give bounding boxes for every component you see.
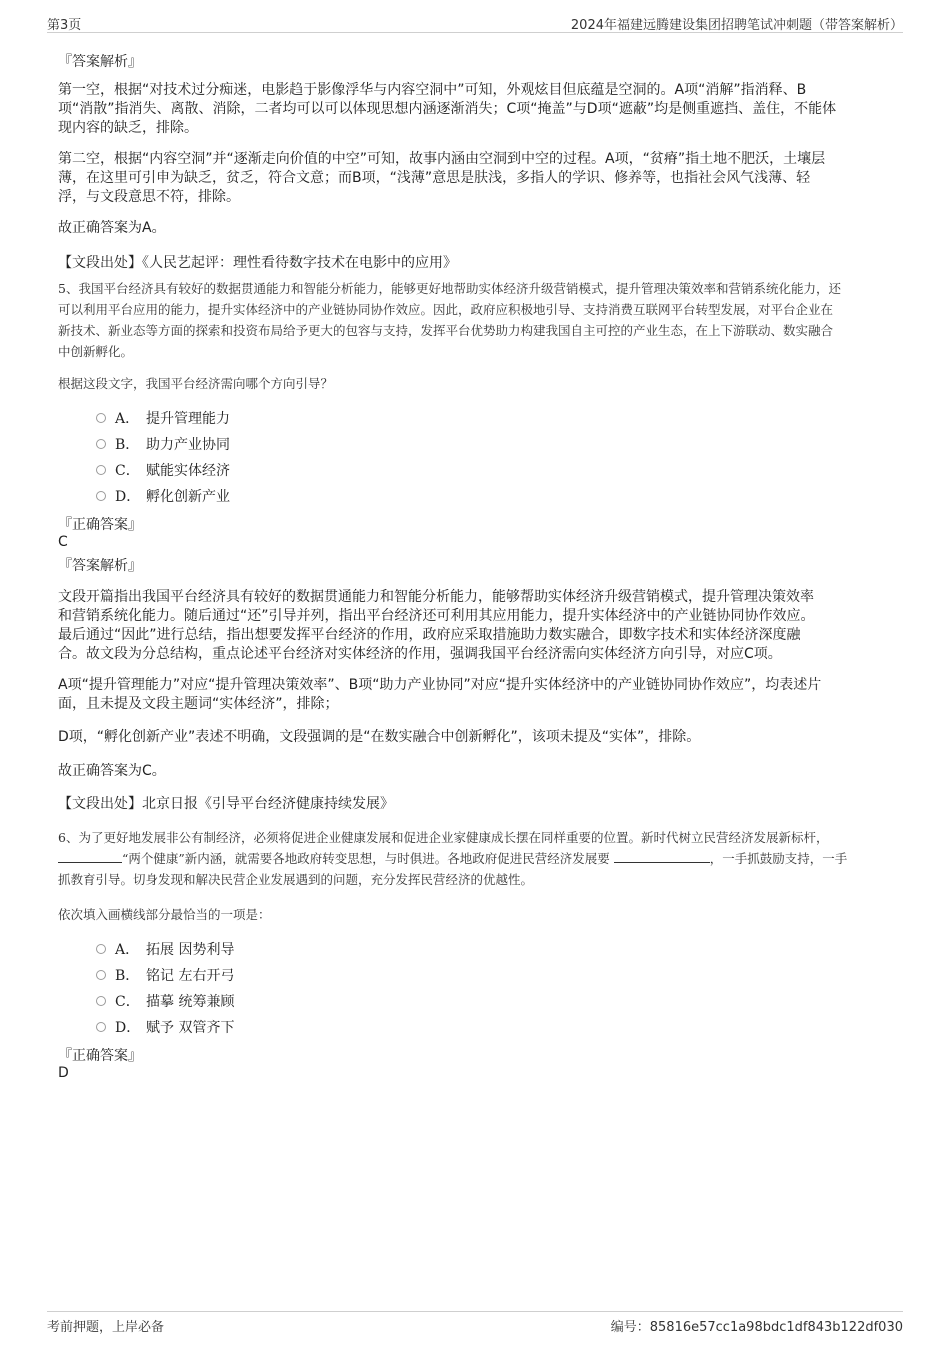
document-title: 2024年福建远腾建设集团招聘笔试冲刺题（带答案解析）	[570, 18, 903, 33]
q5-source-citation: 【文段出处】北京日报《引导平台经济健康持续发展》	[58, 796, 394, 812]
q5-option-b[interactable]	[96, 434, 230, 454]
analysis-paragraph-2	[58, 150, 825, 207]
option-letter: C．	[115, 463, 140, 479]
radio-icon[interactable]	[96, 413, 106, 423]
q6-option-d[interactable]	[96, 1017, 234, 1037]
text-line: 浮，与文段意思不符，排除。	[58, 189, 240, 205]
radio-icon[interactable]	[96, 465, 106, 475]
radio-icon[interactable]	[96, 996, 106, 1006]
text-line: 和营销系统化能力。随后通过“还”引导并列，指出平台经济还可利用其应用能力，提升实体经济中的产业链协同协作效应。	[58, 608, 815, 624]
option-letter: D．	[115, 1020, 141, 1036]
text-line: 现内容的缺乏，排除。	[58, 120, 198, 136]
q5-option-d[interactable]	[96, 486, 230, 506]
q6-option-a[interactable]	[96, 939, 234, 959]
q5-analysis-paragraph-1	[58, 588, 815, 664]
q5-option-c[interactable]	[96, 460, 230, 480]
text-line: A项“提升管理能力”对应“提升管理决策效率”、B项“助力产业协同”对应“提升实体经济中的产业链协同协作效应”，均表述片	[58, 677, 822, 693]
radio-icon[interactable]	[96, 1022, 106, 1032]
text-line: 面，且未提及文段主题词“实体经济”，排除；	[58, 696, 339, 712]
q5-analysis-paragraph-2	[58, 676, 821, 714]
radio-icon[interactable]	[96, 970, 106, 980]
option-text: 赋予 双管齐下	[146, 1020, 235, 1036]
analysis-heading: 『答案解析』	[58, 54, 142, 70]
option-letter: D．	[115, 489, 141, 505]
q5-analysis-paragraph-3: D项，“孵化创新产业”表述不明确，文段强调的是“在数实融合中创新孵化”，该项未提及“实体”，排除。	[58, 729, 701, 745]
text-segment: ，一手抓鼓励支持，一手	[709, 851, 848, 866]
option-letter: A．	[115, 942, 140, 958]
text-line: 第一空，根据“对技术过分痴迷，电影趋于影像浮华与内容空洞中”可知，外观炫目但底蕴是空洞的。A项“消解”指消释、B	[58, 82, 807, 98]
option-text: 铭记 左右开弓	[146, 968, 235, 984]
question-5-prompt: 根据这段文字，我国平台经济需向哪个方向引导？	[58, 376, 334, 391]
option-text: 拓展 因势利导	[146, 942, 235, 958]
page-number: 第3页	[47, 18, 82, 33]
correct-answer-heading: 『正确答案』	[58, 1048, 142, 1064]
option-letter: A．	[115, 411, 140, 427]
radio-icon[interactable]	[96, 944, 106, 954]
option-letter: B．	[115, 437, 140, 453]
text-line: 最后通过“因此”进行总结，指出想要发挥平台经济的作用，政府应采取措施助力数实融合，即数字技术和实体经济深度融	[58, 627, 801, 643]
correct-answer-heading: 『正确答案』	[58, 517, 142, 533]
text-segment: “两个健康”新内涵，就需要各地政府转变思想，与时俱进。各地政府促进民营经济发展要	[122, 851, 610, 866]
text-line: 新技术、新业态等方面的探索和投资布局给予更大的包容与支持，发挥平台优势助力构建我国自主可控的产业生态，在上下游联动、数实融合	[58, 323, 834, 338]
question-5-stem	[58, 278, 841, 362]
analysis-paragraph-1	[58, 81, 836, 138]
analysis-heading: 『答案解析』	[58, 558, 142, 574]
document-id: 编号：85816e57cc1a98bdc1df843b122df030	[610, 1320, 903, 1335]
page-header	[47, 12, 903, 33]
text-line: 项“消散”指消失、离散、消除，二者均可以可以体现思想内涵逐渐消失；C项“掩盖”与D项“遮蔽”均是侧重遮挡、盖住，不能体	[58, 101, 837, 117]
radio-icon[interactable]	[96, 439, 106, 449]
text-line: 合。故文段为分总结构，重点论述平台经济对实体经济的作用，强调我国平台经济需向实体经济方向引导，对应C项。	[58, 646, 782, 662]
option-text: 描摹 统筹兼顾	[146, 994, 235, 1010]
text-line: 中创新孵化。	[58, 344, 134, 359]
text-line-with-blanks	[58, 848, 847, 869]
source-citation: 【文段出处】《人民艺起评：理性看待数字技术在电影中的应用》	[58, 255, 457, 271]
radio-icon[interactable]	[96, 491, 106, 501]
text-line: 6、为了更好地发展非公有制经济，必须将促进企业健康发展和促进企业家健康成长摆在同样重要的位置。新时代树立民营经济发展新标杆，	[58, 830, 829, 845]
correct-answer: C	[58, 534, 68, 550]
q6-option-b[interactable]	[96, 965, 234, 985]
option-letter: C．	[115, 994, 140, 1010]
question-6-stem	[58, 827, 847, 890]
footer-slogan: 考前押题，上岸必备	[47, 1320, 165, 1335]
analysis-conclusion: 故正确答案为A。	[58, 220, 166, 236]
option-text: 孵化创新产业	[146, 489, 230, 505]
question-6-prompt: 依次填入画横线部分最恰当的一项是：	[58, 907, 271, 922]
q6-option-c[interactable]	[96, 991, 234, 1011]
text-line: 可以利用平台应用的能力，提升实体经济中的产业链协同协作效应。因此，政府应积极地引导、支持消费互联网平台转型发展，对平台企业在	[58, 302, 834, 317]
q5-option-a[interactable]	[96, 408, 230, 428]
option-text: 赋能实体经济	[146, 463, 230, 479]
option-text: 助力产业协同	[146, 437, 230, 453]
text-line: 抓教育引导。切身发现和解决民营企业发展遇到的问题，充分发挥民营经济的优越性。	[58, 872, 534, 887]
text-line: 文段开篇指出我国平台经济具有较好的数据贯通能力和智能分析能力，能够帮助实体经济升级营销模式，提升管理决策效率	[58, 589, 814, 605]
fill-blank-2[interactable]	[614, 850, 710, 863]
correct-answer: D	[58, 1065, 69, 1081]
option-letter: B．	[115, 968, 140, 984]
q5-analysis-conclusion: 故正确答案为C。	[58, 763, 166, 779]
page-footer	[47, 1311, 903, 1335]
text-line: 第二空，根据“内容空洞”并“逐渐走向价值的中空”可知，故事内涵由空洞到中空的过程。A项，“贫瘠”指土地不肥沃，土壤层	[58, 151, 826, 167]
text-line: 5、我国平台经济具有较好的数据贯通能力和智能分析能力，能够更好地帮助实体经济升级营销模式，提升管理决策效率和营销系统化能力，还	[58, 281, 841, 296]
option-text: 提升管理能力	[146, 411, 230, 427]
text-line: 薄，在这里可引申为缺乏，贫乏，符合文意；而B项，“浅薄”意思是肤浅，多指人的学识、修养等，也指社会风气浅薄、轻	[58, 170, 811, 186]
fill-blank-1[interactable]	[58, 850, 122, 863]
